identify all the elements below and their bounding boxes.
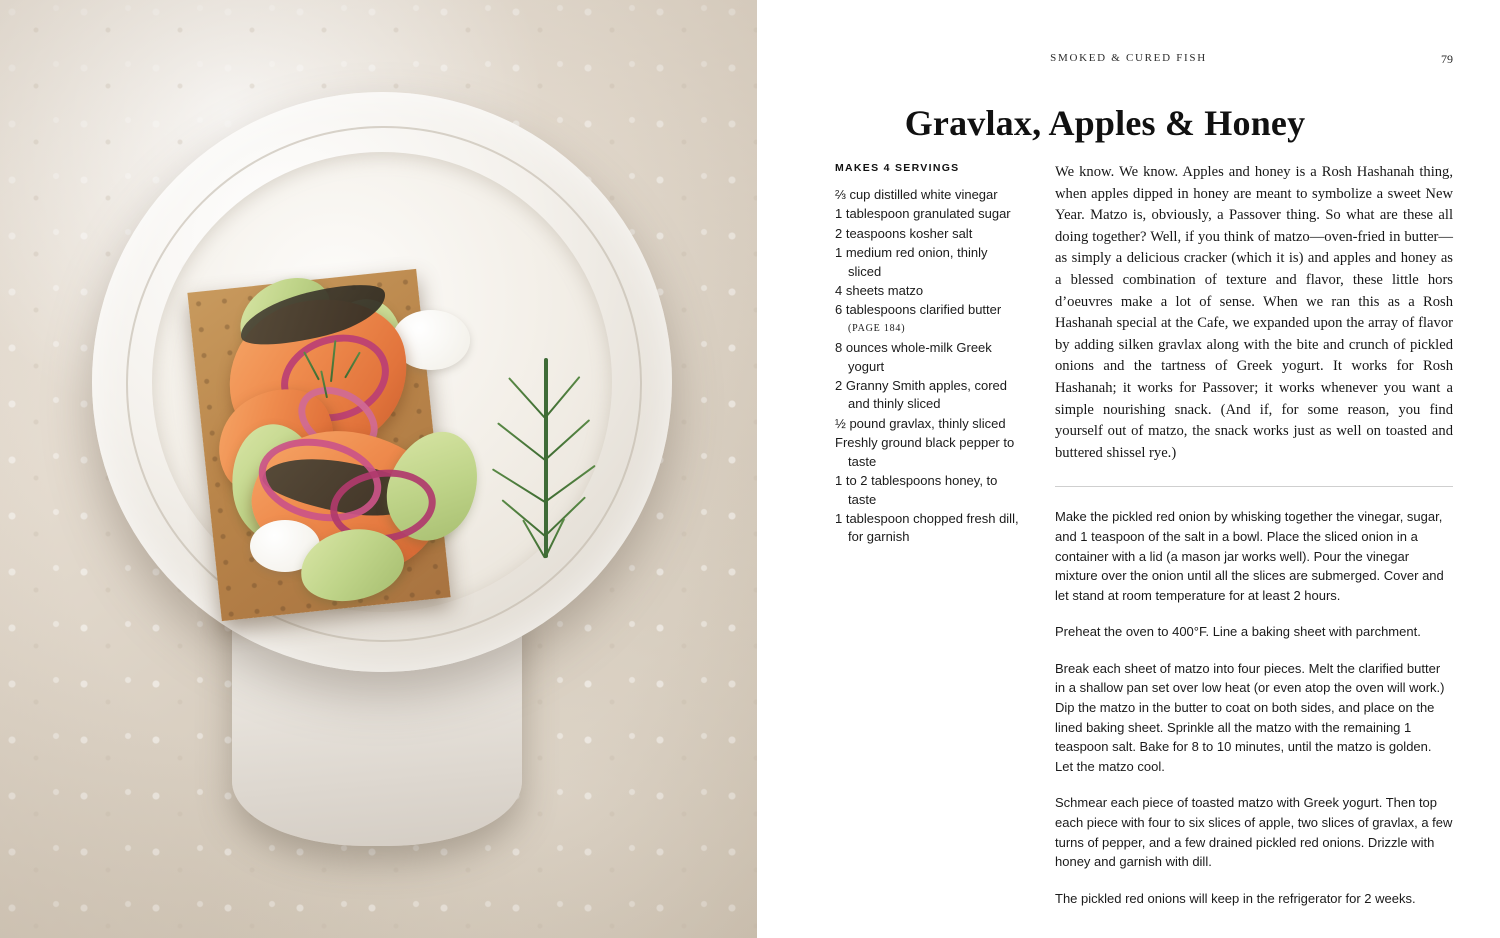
recipe-step: Make the pickled red onion by whisking together the vinegar, sugar, and 1 teaspoon of the salt in a bowl. Place the sliced onion in a container with a lid (a mason jar works well). Pour the vinegar mixture over the onion until all the slices are submerged. Cover and let stand at room temperature for at least 2 hours. (1055, 509, 1444, 603)
ingredient-text: 1 tablespoon granulated sugar (835, 206, 1011, 222)
page-number: 79 (1441, 52, 1453, 66)
recipe-step: Break each sheet of matzo into four pieces. Melt the clarified butter in a shallow pan set over low heat (or even atop the oven will work.) Dip the matzo in the butter to coat on both sides, and place on the lined baking sheet. Sprinkle all the matzo with the remaining 1 teaspoon salt. Bake for 8 to 10 minutes, until the matzo is golden. Let the matzo cool. (1055, 660, 1445, 774)
ingredient-text: 8 ounces whole-milk Greek yogurt (835, 340, 992, 374)
ingredient-text: 2 Granny Smith apples, cored and thinly sliced (835, 378, 1007, 412)
ingredient-text: Freshly ground black pepper to taste (835, 435, 1015, 469)
ingredients-column (835, 162, 1021, 908)
ingredient-text: ⅔ cup distilled white vinegar (835, 187, 998, 202)
dill-garnish (300, 330, 370, 420)
list-item (835, 510, 1021, 547)
dill-sprig (486, 344, 606, 574)
section-divider (1055, 486, 1453, 487)
yield-label: MAKES 4 SERVINGS (835, 162, 960, 174)
recipe-headnote: We know. We know. Apples and honey is a Rosh Hashanah thing, when apples dipped in honey are meant to symbolize a sweet New Year. Matzo is, obviously, a Passover thing. So what are these all doing together? Well, if you think of matzo—oven-fried in butter—as simply a delicious cracker (which it is) and apples and honey as a blessed combination of texture and flavor, these little hors d’oeuvres make a lot of sense. When we ran this as a Rosh Hashanah special at the Cafe, we expanded upon the array of flavor by adding silken gravlax along with the bite and crunch of pickled onions and the tartness of Greek yogurt. It works for Rosh Hashanah; it works for Passover; it works whenever you want a simple nourishing snack. (And if, for some reason, you find yourself out of matzo, the snack works just as well on toasted and buttered shissel rye.) (1055, 164, 1453, 461)
list-item (835, 377, 1021, 414)
list-item (835, 244, 1021, 281)
ingredient-page-reference: (PAGE 184) (848, 322, 906, 334)
list-item (835, 434, 1021, 471)
recipe-step: Schmear each piece of toasted matzo with Greek yogurt. Then top each piece with four to six slices of apple, two slices of gravlax, a few turns of pepper, and a few drained pickled red onions. Drizzle with honey and garnish with dill. (1055, 795, 1453, 870)
ingredient-text: 1 to 2 tablespoons honey, to taste (835, 473, 998, 507)
recipe-text-page (757, 0, 1500, 938)
list-item (835, 301, 1021, 338)
list-item (835, 282, 1021, 300)
recipe-step: Preheat the oven to 400°F. Line a baking sheet with parchment. (1055, 624, 1421, 640)
ingredient-text: 6 tablespoons clarified butter (835, 302, 1002, 318)
list-item (835, 186, 1021, 204)
body-column (1055, 162, 1453, 908)
list-item (835, 415, 1021, 433)
recipe-columns (835, 162, 1453, 908)
list-item (835, 225, 1021, 243)
ingredient-text: ½ pound gravlax, thinly sliced (835, 415, 1006, 431)
list-item (835, 339, 1021, 376)
ingredient-text: 1 medium red onion, thinly sliced (835, 245, 988, 279)
list-item (835, 472, 1021, 509)
ingredient-text: 1 tablespoon chopped fresh dill, for garnish (835, 510, 1019, 545)
ingredients-list (835, 186, 1021, 547)
list-item (835, 205, 1021, 223)
recipe-step: The pickled red onions will keep in the refrigerator for 2 weeks. (1055, 890, 1416, 906)
page-title: Gravlax, Apples & Honey (904, 103, 1306, 144)
chapter-title: SMOKED & CURED FISH (1050, 52, 1207, 64)
ingredient-text: 2 teaspoons kosher salt (835, 225, 973, 241)
ingredient-text: 4 sheets matzo (835, 283, 924, 299)
